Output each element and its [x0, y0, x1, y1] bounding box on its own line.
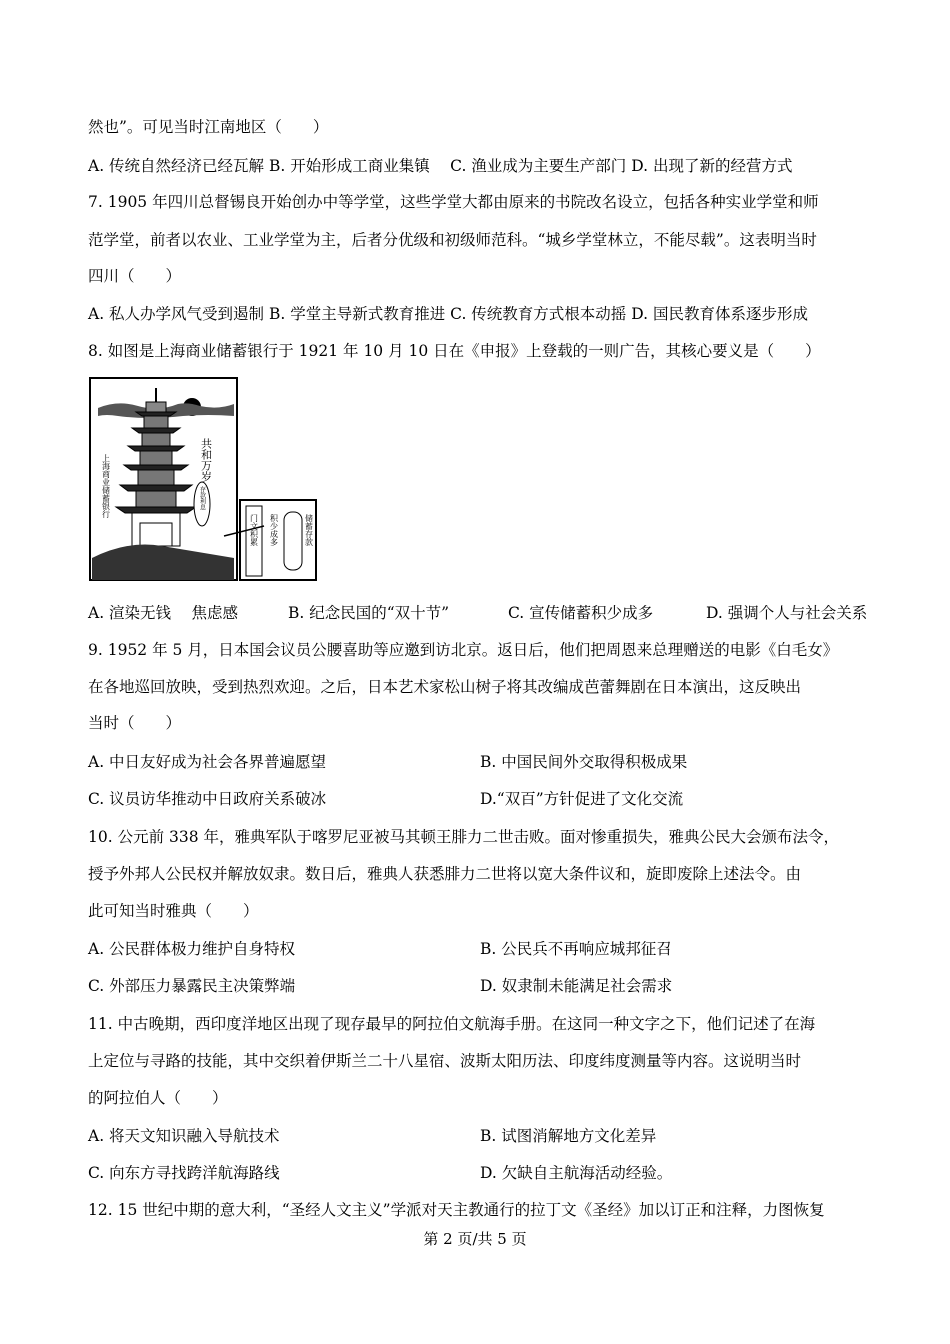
q8-option-c: C. 宣传储蓄积少成多	[508, 604, 654, 622]
q11-option-b: B. 试图消解地方文化差异	[480, 1127, 657, 1145]
q11-option-c: C. 向东方寻找跨洋航海路线	[88, 1164, 280, 1182]
q9-line-3: 当时（ ）	[88, 714, 182, 732]
q8-option-a: A. 渲染无钱 焦虑感	[88, 604, 238, 622]
q10-option-d: D. 奴隶制未能满足社会需求	[480, 977, 673, 995]
q10-line-1: 10. 公元前 338 年，雅典军队于喀罗尼亚被马其顿王腓力二世击败。面对惨重损失，雅典公民大会颁布法令，	[88, 828, 840, 846]
q6-options: A. 传统自然经济已经瓦解 B. 开始形成工商业集镇 C. 渔业成为主要生产部门 D. 出现了新的经营方式	[88, 157, 793, 175]
q6-tail: 然也”。可见当时江南地区（ ）	[88, 118, 329, 136]
pagoda-ad-illustration	[88, 376, 318, 582]
q9-option-b: B. 中国民间外交取得积极成果	[480, 753, 688, 771]
q7-options: A. 私人办学风气受到遏制 B. 学堂主导新式教育推进 C. 传统教育方式根本动摇 D. 国民教育体系逐步形成	[88, 305, 808, 323]
ad-small-seal: 存款利息	[198, 486, 206, 510]
q8-option-d: D. 强调个人与社会关系	[706, 604, 868, 622]
q7-line-2: 范学堂，前者以农业、工业学堂为主，后者分优级和初级师范科。“城乡学堂林立，不能尽载”。这表明当时	[88, 231, 817, 249]
q10-option-b: B. 公民兵不再响应城邦征召	[480, 940, 672, 958]
newspaper-ad-figure	[88, 376, 318, 582]
q11-line-2: 上定位与寻路的技能，其中交织着伊斯兰二十八星宿、波斯太阳历法、印度纬度测量等内容。这说明当时	[88, 1052, 802, 1070]
q10-line-3: 此可知当时雅典（ ）	[88, 902, 259, 920]
ad-banner-text: 共和万岁	[199, 438, 213, 482]
ad-card-title: 门文积累	[249, 514, 259, 546]
q11-line-3: 的阿拉伯人（ ）	[88, 1089, 228, 1107]
q10-line-2: 授予外邦人公民权并解放奴隶。数日后，雅典人获悉腓力二世将以宽大条件议和，旋即废除上述法令。由	[88, 865, 802, 883]
q8-option-b: B. 纪念民国的“双十节”	[288, 604, 450, 622]
q11-option-a: A. 将天文知识融入导航技术	[88, 1127, 280, 1145]
q12-start: 12. 15 世纪中期的意大利，“圣经人文主义”学派对天主教通行的拉丁文《圣经》加以订正和注释，力图恢复	[88, 1201, 825, 1219]
q9-option-a: A. 中日友好成为社会各界普遍愿望	[88, 753, 327, 771]
q9-option-d: D.“双百”方针促进了文化交流	[480, 790, 684, 808]
ad-card-text: 积少成多	[269, 514, 279, 546]
q7-line-1: 7. 1905 年四川总督锡良开始创办中等学堂，这些学堂大都由原来的书院改名设立，包括各种实业学堂和师	[88, 193, 819, 211]
ad-card-text-2: 储蓄存款	[304, 514, 314, 546]
page-footer: 第 2 页/共 5 页	[423, 1230, 527, 1248]
q9-option-c: C. 议员访华推动中日政府关系破冰	[88, 790, 327, 808]
q7-line-3: 四川（ ）	[88, 267, 182, 285]
q9-line-1: 9. 1952 年 5 月，日本国会议员公腰喜助等应邀到访北京。返日后，他们把周恩来总理赠送的电影《白毛女》	[88, 641, 839, 659]
q8-stem: 8. 如图是上海商业储蓄银行于 1921 年 10 月 10 日在《申报》上登载的一则广告，其核心要义是（ ）	[88, 342, 821, 360]
ad-bank-name: 上海商业储蓄银行	[101, 454, 111, 518]
q10-option-c: C. 外部压力暴露民主决策弊端	[88, 977, 296, 995]
q10-option-a: A. 公民群体极力维护自身特权	[88, 940, 296, 958]
q9-line-2: 在各地巡回放映，受到热烈欢迎。之后，日本艺术家松山树子将其改编成芭蕾舞剧在日本演出，这反映出	[88, 678, 802, 696]
q11-line-1: 11. 中古晚期，西印度洋地区出现了现存最早的阿拉伯文航海手册。在这同一种文字之下，他们记述了在海	[88, 1015, 816, 1033]
q11-option-d: D. 欠缺自主航海活动经验。	[480, 1164, 673, 1182]
